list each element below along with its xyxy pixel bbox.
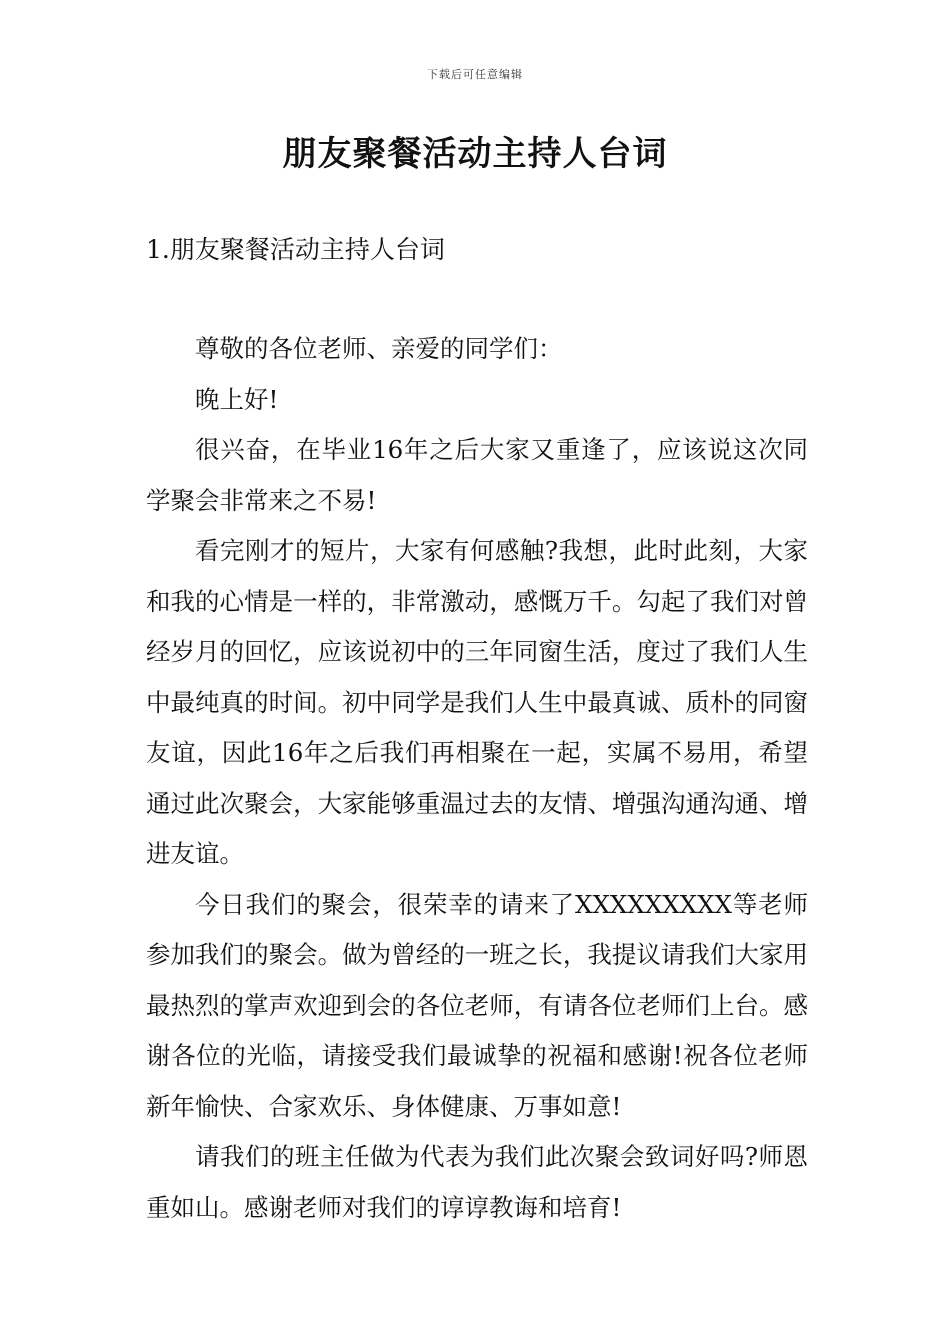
document-title: 朋友聚餐活动主持人台词: [282, 134, 668, 174]
paragraph-salutation: 尊敬的各位老师、亲爱的同学们：: [195, 334, 563, 363]
paragraph-reflection: 看完刚才的短片，大家有何感触?我想，此时此刻，大家和我的心情是一样的，非常激动，感慨万千。勾起了我们对曾经岁月的回忆，应该说初中的三年同窗生活，度过了我们人生中最纯真的时间。初中同学是我们人生中最真诚、质朴的同窗友谊，因此16年之后我们再相聚在一起，实属不易用，希望通过此次聚会，大家能够重温过去的友情、增强沟通沟通、增进友谊。: [146, 536, 808, 868]
paragraph-reunion: 很兴奋，在毕业16年之后大家又重逢了，应该说这次同学聚会非常来之不易!: [146, 435, 808, 515]
paragraph-greeting: 晚上好!: [195, 384, 279, 414]
paragraph-teacher-welcome: 今日我们的聚会，很荣幸的请来了XXXXXXXXX等老师参加我们的聚会。做为曾经的一班之长，我提议请我们大家用最热烈的掌声欢迎到会的各位老师，有请各位老师们上台。感谢各位的光临，请接受我们最诚挚的祝福和感谢!祝各位老师新年愉快、合家欢乐、身体健康、万事如意!: [146, 889, 808, 1121]
paragraph-head-teacher: 请我们的班主任做为代表为我们此次聚会致词好吗?师恩重如山。感谢老师对我们的谆谆教诲和培育!: [146, 1142, 808, 1222]
header-note: 下载后可任意编辑: [427, 68, 523, 81]
section-heading: 1.朋友聚餐活动主持人台词: [146, 235, 445, 264]
document-body: [146, 324, 808, 1233]
